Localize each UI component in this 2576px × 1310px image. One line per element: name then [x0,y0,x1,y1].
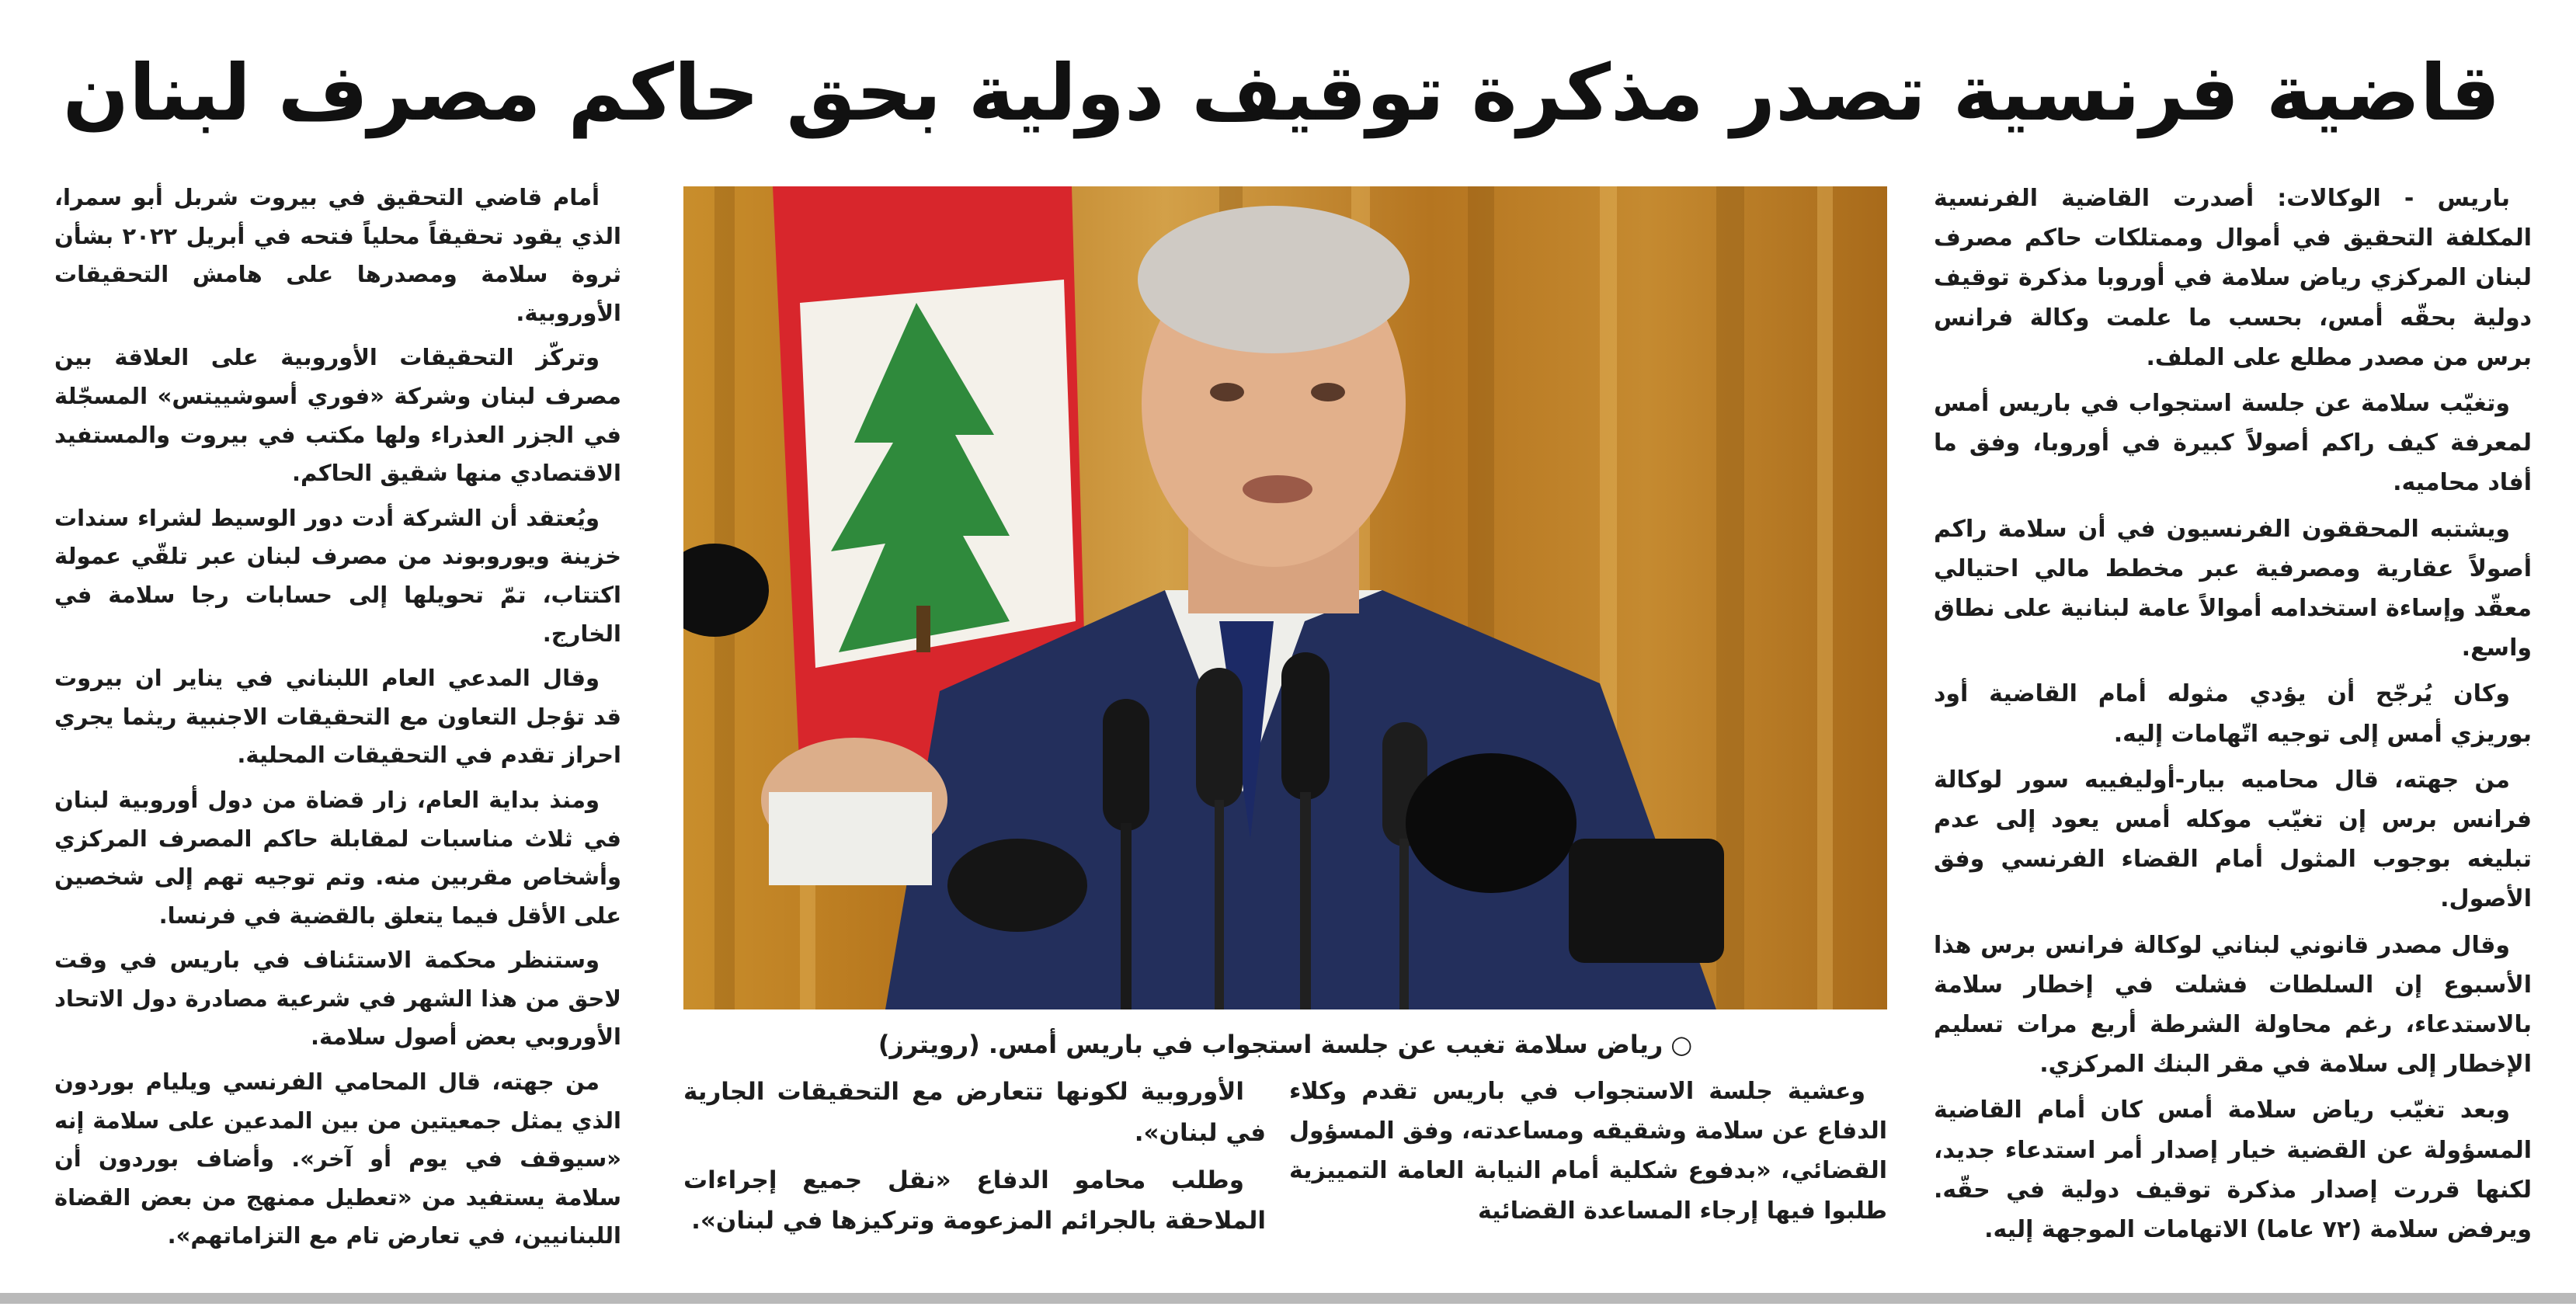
paragraph: باريس - الوكالات: أصدرت القاضية الفرنسية المكلفة التحقيق في أموال وممتلكات حاكم مصرف لبنان المركزي رياض سلامة في أوروبا مذكرة توقيف دولية بحقّه أمس، بحسب ما علمت وكالة فرانس برس من مصدر مطلع على الملف. [1934,185,2532,371]
paragraph: ويُعتقد أن الشركة أدت دور الوسيط لشراء سندات خزينة ويوروبوند من مصرف لبنان عبر تلقّي عمولة اكتتاب، تمّ تحويلها إلى حسابات رجا سلامة في الخارج. [54,504,621,647]
bottom-divider [0,1293,2576,1304]
camera-foreground [683,544,769,637]
paragraph: وعشية جلسة الاستجواب في باريس تقدم وكلاء الدفاع عن سلامة وشقيقه ومساعدته، وفق المسؤول القضائي، «بدفوع شكلية أمام النيابة العامة التمييزية طلبوا فيها إرجاء المساعدة القضائية [1289,1078,1887,1225]
paragraph: من جهته، قال محاميه بيار-أوليفييه سور لوكالة فرانس برس إن تغيّب موكله أمس يعود إلى عدم تبليغه بوجوب المثول أمام القضاء الفرنسي وفق الأصول. [1934,766,2532,913]
photo-illustration [683,186,1887,1009]
article-column-middle-right [1289,1072,1887,1258]
paragraph: وبعد تغيّب رياض سلامة أمس كان أمام القاضية المسؤولة عن القضية خيار إصدار أمر استدعاء جديد، لكنها قررت إصدار مذكرة توقيف دولية في حقّه. ويرفض سلامة (٧٢ عاما) الاتهامات الموجهة إليه. [1934,1096,2532,1244]
paragraph: وكان يُرجّح أن يؤدي مثوله أمام القاضية أود بوريزي أمس إلى توجيه اتّهامات إليه. [1934,680,2532,748]
paragraph: الأوروبية لكونها تتعارض مع التحقيقات الجارية في لبنان». [683,1078,1266,1147]
paragraph: وقال المدعي العام اللبناني في يناير ان بيروت قد تؤجل التعاون مع التحقيقات الاجنبية ريثما يجري احراز تقدم في التحقيقات المحلية. [54,665,621,769]
photo-caption [683,1027,1887,1062]
paragraph: ويشتبه المحققون الفرنسيون في أن سلامة راكم أصولاً عقارية ومصرفية عبر مخطط مالي احتيالي معقّد وإساءة استخدامه أموالاً عامة لبنانية على نطاق واسع. [1934,515,2532,662]
article-column-left [54,179,621,1266]
caption-text: رياض سلامة تغيب عن جلسة استجواب في باريس أمس. (رويترز) [878,1030,1663,1059]
paragraph: وقال مصدر قانوني لبناني لوكالة فرانس برس هذا الأسبوع إن السلطات فشلت في إخطار سلامة بالاستدعاء، رغم محاولة الشرطة أربع مرات تسليم الإخطار إلى سلامة في مقر البنك المركزي. [1934,931,2532,1079]
article-headline: قاضية فرنسية تصدر مذكرة توقيف دولية بحق حاكم مصرف لبنان [62,47,2501,138]
paragraph: أمام قاضي التحقيق في بيروت شربل أبو سمرا، الذي يقود تحقيقاً محلياً فتحه في أبريل ٢٠٢٢ بشأن ثروة سلامة ومصدرها على هامش التحقيقات الأوروبية. [54,184,621,326]
paragraph: وتركّز التحقيقات الأوروبية على العلاقة بين مصرف لبنان وشركة «فوري أسوشييتس» المسجّلة في الجزر العذراء ولها مكتب في بيروت والمستفيد الاقتصادي منها شقيق الحاكم. [54,344,621,487]
paragraph: وطلب محامو الدفاع «نقل جميع إجراءات الملاحقة بالجرائم المزعومة وتركيزها في لبنان». [683,1166,1266,1235]
caption-bullet-icon: ○ [1670,1030,1693,1059]
article-column-middle-left [683,1072,1266,1258]
paragraph: وستنظر محكمة الاستئناف في باريس في وقت لاحق من هذا الشهر في شرعية مصادرة دول الاتحاد الأوروبي بعض أصول سلامة. [54,947,621,1051]
article-photo [683,186,1887,1009]
paragraph: ومنذ بداية العام، زار قضاة من دول أوروبية لبنان في ثلاث مناسبات لمقابلة حاكم المصرف المركزي وأشخاص مقربين منه. وتم توجيه تهم إلى شخصين على الأقل فيما يتعلق بالقضية في فرنسا. [54,786,621,929]
paragraph: وتغيّب سلامة عن جلسة استجواب في باريس أمس لمعرفة كيف راكم أصولاً كبيرة في أوروبا، وفق ما أفاد محاميه. [1934,390,2532,497]
article-column-right [1934,179,2532,1266]
paragraph: من جهته، قال المحامي الفرنسي ويليام بوردون الذي يمثل جمعيتين من بين المدعين على سلامة إنه «سيوقف في يوم أو آخر». وأضاف بوردون أن سلامة يستفيد من «تعطيل ممنهج من بعض القضاة اللبنانيين، في تعارض تام مع التزاماتهم». [54,1069,621,1249]
